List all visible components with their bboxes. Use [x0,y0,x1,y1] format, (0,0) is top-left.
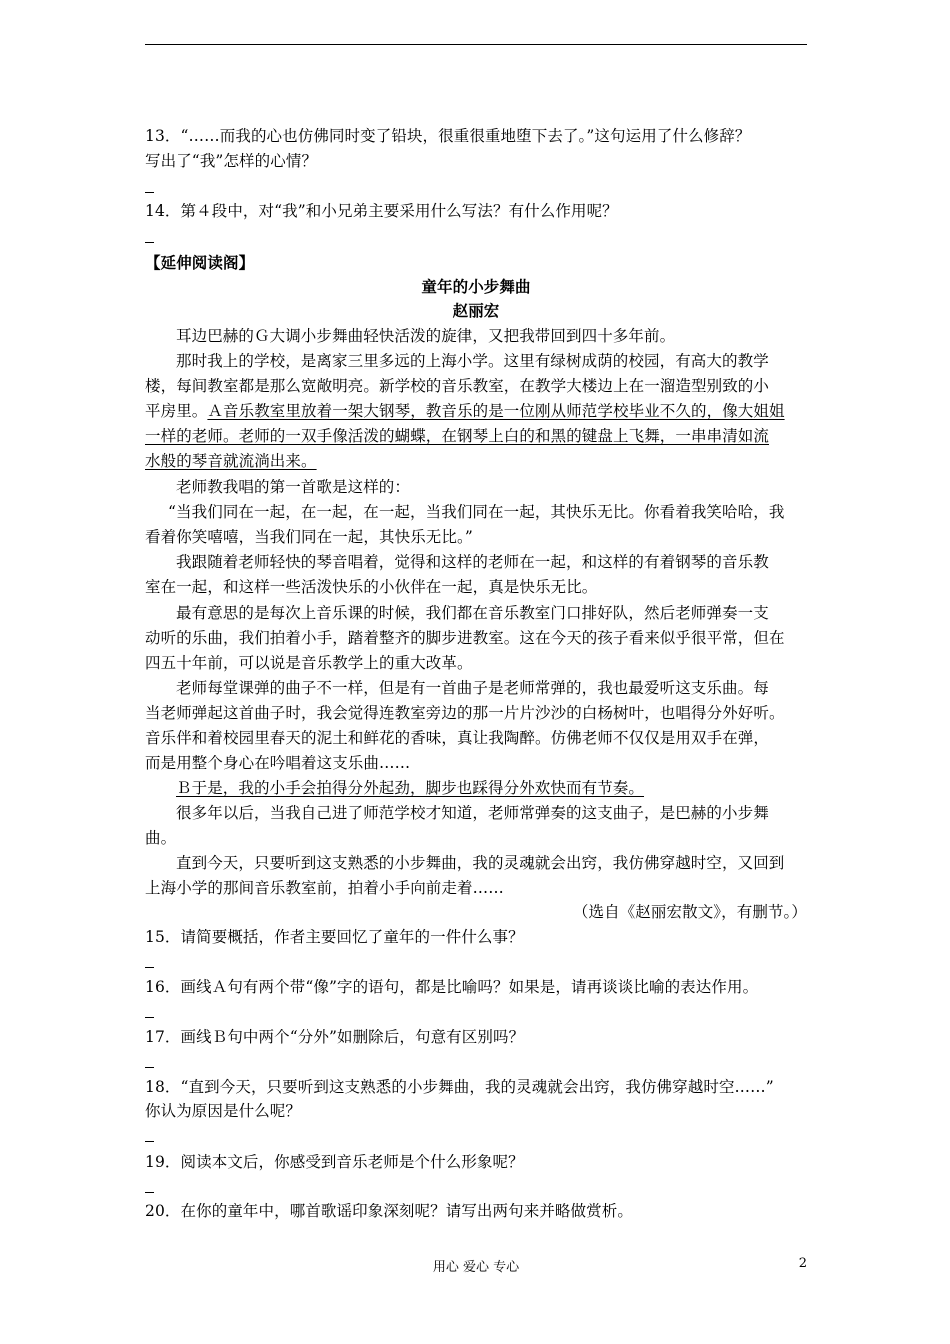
paragraph-5-line-2: 室在一起，和这样一些活泼快乐的小伙伴在一起，真是快乐无比。 [145,578,598,596]
page-number: 2 [798,1256,807,1271]
question-13-line-2: 写出了“我”怎样的心情？ [145,152,318,170]
question-13-line-1: 13．“……而我的心也仿佛同时变了铅块，很重很重地堕下去了。”这句运用了什么修辞？ [145,127,751,145]
answer-blank-19 [145,1192,154,1193]
paragraph-7-line-2: 当老师弹起这首曲子时，我会觉得连教室旁边的那一片片沙沙的白杨树叶，也唱得分外好听。 [145,704,785,722]
question-18-line-1: 18．“直到今天，只要听到这支熟悉的小步舞曲，我的灵魂就会出窍，我仿佛穿越时空……” [145,1078,774,1096]
paragraph-7-line-1: 老师每堂课弹的曲子不一样，但是有一首曲子是老师常弹的，我也最爱听这支乐曲。每 [176,679,769,697]
paragraph-5-line-1: 我跟随着老师轻快的琴音唱着，觉得和这样的老师在一起，和这样的有着钢琴的音乐教 [176,553,769,571]
paragraph-2-line-3 [145,401,785,421]
paragraph-10-line-2: 上海小学的那间音乐教室前，拍着小手向前走着…… [145,879,504,897]
paragraph-7-line-4: 而是用整个身心在吟唱着这支乐曲…… [145,754,411,772]
paragraph-2-line-1: 那时我上的学校，是离家三里多远的上海小学。这里有绿树成荫的校园，有高大的教学 [176,352,769,370]
underlined-sentence-a-start: Ａ音乐教室里放着一架大钢琴，教音乐的是一位刚从师范学校毕业不久的，像大姐姐 [207,402,785,420]
article-source: （选自《赵丽宏散文》，有删节。） [572,903,807,921]
question-17: 17．画线Ｂ句中两个“分外”如删除后，句意有区别吗？ [145,1028,525,1046]
paragraph-10-line-1: 直到今天，只要听到这支熟悉的小步舞曲，我的灵魂就会出窍，我仿佛穿越时空，又回到 [176,854,785,872]
answer-blank-14 [145,242,154,243]
underlined-sentence-a-end: 水般的琴音就流淌出来。 [145,452,317,470]
footer-slogan: 用心 爱心 专心 [432,1260,520,1275]
header-rule [145,44,807,45]
paragraph-2-line-2: 楼，每间教室都是那么宽敞明亮。新学校的音乐教室，在教学大楼边上在一溜造型别致的小 [145,377,770,395]
question-20: 20．在你的童年中，哪首歌谣印象深刻呢？请写出两句来并略做赏析。 [145,1202,633,1220]
paragraph-3: 老师教我唱的第一首歌是这样的： [176,478,411,496]
paragraph-6-line-1: 最有意思的是每次上音乐课的时候，我们都在音乐教室门口排好队，然后老师弹奏一支 [176,604,769,622]
question-18-line-2: 你认为原因是什么呢？ [145,1102,302,1120]
question-16: 16．画线Ａ句有两个带“像”字的语句，都是比喻吗？如果是，请再谈谈比喻的表达作用。 [145,978,759,996]
song-lyrics-line-1: “当我们同在一起，在一起，在一起，当我们同在一起，其快乐无比。你看着我笑哈哈，我 [168,503,785,521]
answer-blank-13 [145,192,154,193]
paragraph-1: 耳边巴赫的Ｇ大调小步舞曲轻快活泼的旋律，又把我带回到四十多年前。 [176,327,676,345]
paragraph-9-line-2: 曲。 [145,829,177,847]
article-title: 童年的小步舞曲 [421,278,531,296]
question-14: 14．第４段中，对“我”和小兄弟主要采用什么写法？有什么作用呢？ [145,202,618,220]
paragraph-7-line-3: 音乐伴和着校园里春天的泥土和鲜花的香味，真让我陶醉。仿佛老师不仅仅是用双手在弹， [145,729,770,747]
section-heading: 【延伸阅读阁】 [145,254,255,272]
answer-blank-16 [145,1017,154,1018]
question-19: 19．阅读本文后，你感受到音乐老师是个什么形象呢？ [145,1153,524,1171]
article-author: 赵丽宏 [452,302,500,320]
answer-blank-15 [145,967,154,968]
paragraph-6-line-3: 四五十年前，可以说是音乐教学上的重大改革。 [145,654,473,672]
answer-blank-18 [145,1141,154,1142]
paragraph-2-plain-text: 平房里。 [145,402,208,420]
paragraph-6-line-2: 动听的乐曲，我们拍着小手，踏着整齐的脚步进教室。这在今天的孩子看来似乎很平常，但在 [145,629,785,647]
underlined-sentence-a-middle: 一样的老师。老师的一双手像活泼的蝴蝶，在钢琴上白的和黑的键盘上飞舞，一串串清如流 [145,427,770,445]
answer-blank-17 [145,1067,154,1068]
question-15: 15．请简要概括，作者主要回忆了童年的一件什么事？ [145,928,524,946]
paragraph-9-line-1: 很多年以后，当我自己进了师范学校才知道，老师常弹奏的这支曲子，是巴赫的小步舞 [176,804,769,822]
song-lyrics-line-2: 看着你笑嘻嘻，当我们同在一起，其快乐无比。” [145,528,473,546]
underlined-sentence-b: Ｂ于是，我的小手会拍得分外起劲，脚步也踩得分外欢快而有节奏。 [176,779,645,797]
